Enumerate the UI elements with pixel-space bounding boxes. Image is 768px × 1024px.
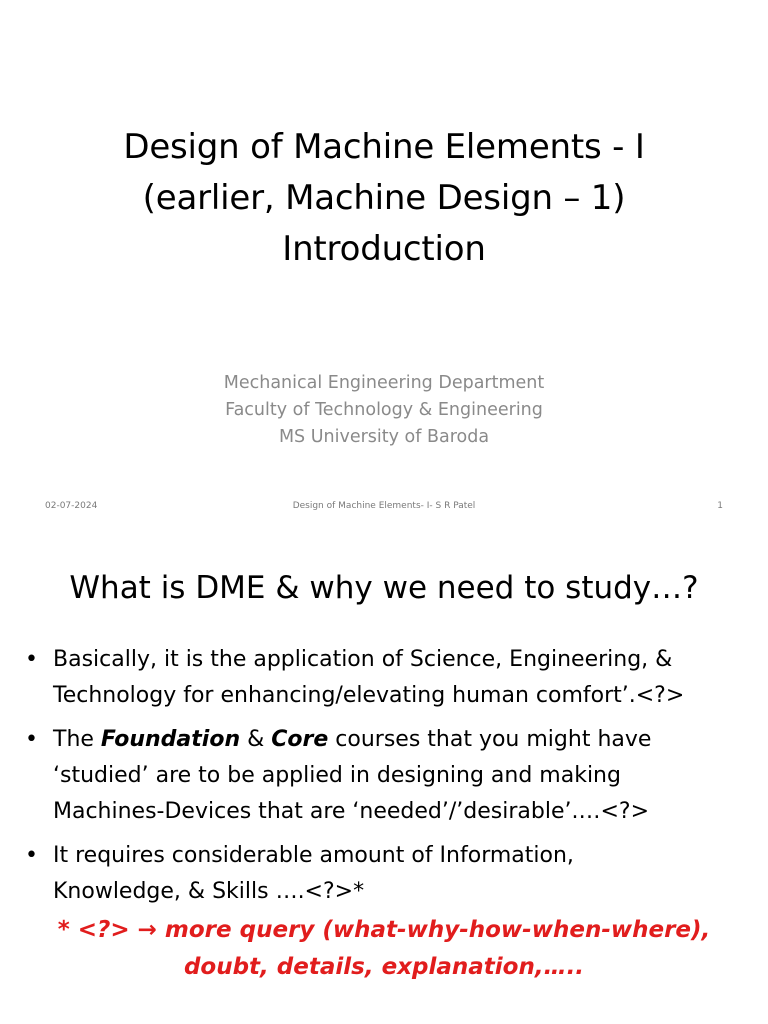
bullet-1-line-1: Basically, it is the application of Science, Engineering, & bbox=[53, 647, 673, 672]
slide-subtitle bbox=[0, 370, 768, 451]
slide-title bbox=[0, 122, 768, 275]
slide-1 bbox=[0, 0, 768, 500]
bullet-2-core: Core bbox=[271, 727, 329, 752]
bullet-2-line-1 bbox=[53, 722, 768, 758]
bullet-icon: • bbox=[25, 843, 38, 868]
title-line-2: (earlier, Machine Design – 1) bbox=[142, 178, 626, 218]
bullet-2-line-3: Machines-Devices that are ‘needed’/’desirable’.…<?> bbox=[53, 799, 650, 824]
bullet-list bbox=[0, 642, 768, 918]
bullet-2-foundation: Foundation bbox=[100, 727, 241, 752]
slide-footer bbox=[0, 501, 768, 515]
bullet-1-line-2: Technology for enhancing/elevating human comfort’.<?> bbox=[53, 683, 685, 708]
bullet-icon: • bbox=[25, 727, 38, 752]
bullet-2-line-2: ‘studied’ are to be applied in designing and making bbox=[53, 763, 621, 788]
bullet-item-2 bbox=[0, 722, 768, 830]
footnote bbox=[0, 912, 768, 986]
bullet-item-3 bbox=[0, 838, 768, 910]
bullet-item-1 bbox=[0, 642, 768, 714]
footnote-line-1: * <?> → more query (what-why-how-when-where), bbox=[57, 917, 711, 943]
slide-2-title: What is DME & why we need to study…? bbox=[69, 570, 699, 606]
footer-course: Design of Machine Elements- I- S R Patel bbox=[292, 501, 476, 511]
title-line-3: Introduction bbox=[282, 229, 486, 269]
bullet-2-suffix: courses that you might have bbox=[328, 727, 652, 752]
subtitle-line-1: Mechanical Engineering Department bbox=[223, 373, 545, 393]
bullet-3-line-1: It requires considerable amount of Information, bbox=[53, 843, 574, 868]
footer-page-number: 1 bbox=[717, 501, 723, 511]
footnote-line-2: doubt, details, explanation,….. bbox=[183, 954, 585, 980]
title-line-1: Design of Machine Elements - I bbox=[123, 127, 645, 167]
footer-date: 02-07-2024 bbox=[45, 501, 98, 511]
subtitle-line-3: MS University of Baroda bbox=[278, 427, 490, 447]
bullet-2-mid: & bbox=[240, 727, 272, 752]
bullet-3-line-2: Knowledge, & Skills ….<?>* bbox=[53, 879, 365, 904]
bullet-icon: • bbox=[25, 647, 38, 672]
subtitle-line-2: Faculty of Technology & Engineering bbox=[225, 400, 543, 420]
bullet-2-prefix: The bbox=[53, 727, 101, 752]
